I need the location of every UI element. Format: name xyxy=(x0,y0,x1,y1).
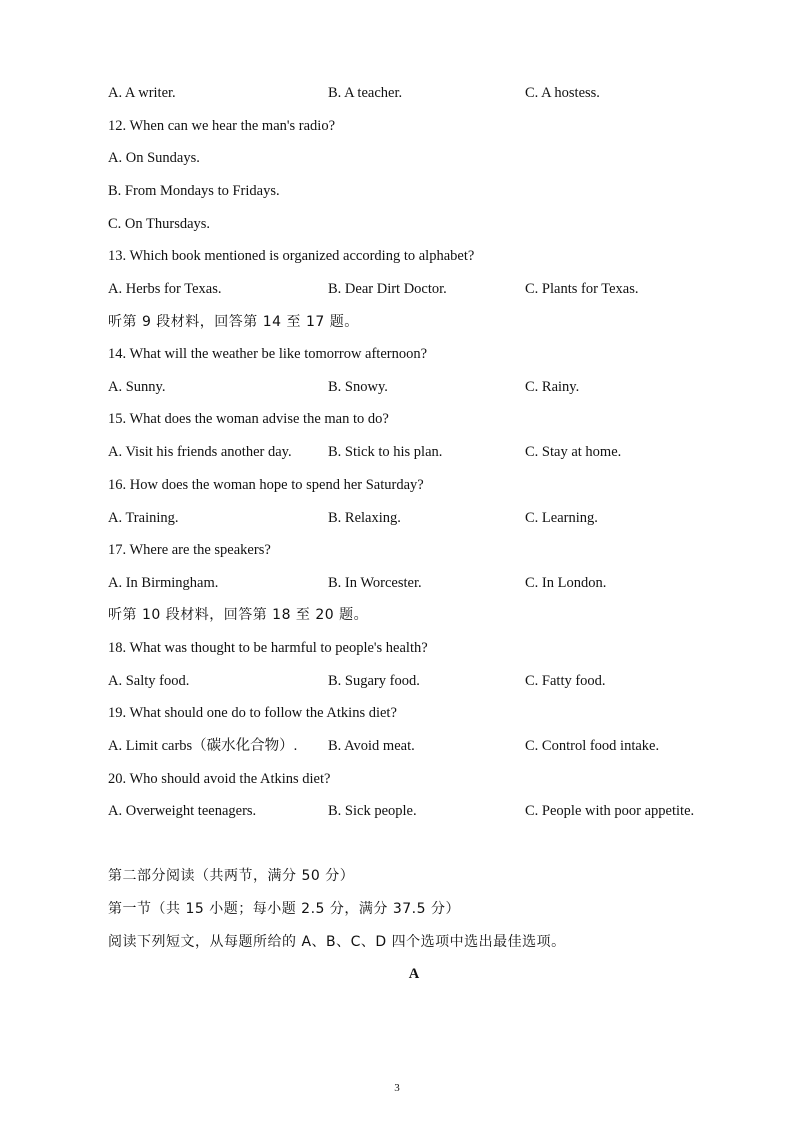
q16-option-a: A. Training. xyxy=(108,510,179,526)
q19-option-b: B. Avoid meat. xyxy=(328,738,415,754)
q11-option-a: A. A writer. xyxy=(108,85,176,101)
q19-option-c: C. Control food intake. xyxy=(525,738,660,754)
q14-stem: 14. What will the weather be like tomorrow afternoon? xyxy=(108,346,428,362)
q19-stem: 19. What should one do to follow the Atkins diet? xyxy=(108,705,397,721)
q13-option-b: B. Dear Dirt Doctor. xyxy=(328,281,447,297)
passage-letter: A xyxy=(408,966,420,982)
q12-option-b: B. From Mondays to Fridays. xyxy=(108,183,280,199)
q16-option-b: B. Relaxing. xyxy=(328,510,401,526)
q19-option-a: A. Limit carbs（碳水化合物）. xyxy=(108,738,298,754)
q16-option-c: C. Learning. xyxy=(525,510,598,526)
reading-instruction: 阅读下列短文，从每题所给的 A、B、C、D 四个选项中选出最佳选项。 xyxy=(108,934,566,950)
q17-option-c: C. In London. xyxy=(525,575,607,591)
section-1-heading: 第一节（共 15 小题；每小题 2.5 分，满分 37.5 分） xyxy=(108,901,460,917)
q12-option-a: A. On Sundays. xyxy=(108,150,200,166)
q20-option-b: B. Sick people. xyxy=(328,803,417,819)
q20-stem: 20. Who should avoid the Atkins diet? xyxy=(108,771,331,787)
q14-option-a: A. Sunny. xyxy=(108,379,166,395)
q20-option-c: C. People with poor appetite. xyxy=(525,803,695,819)
q14-option-c: C. Rainy. xyxy=(525,379,580,395)
q15-option-b: B. Stick to his plan. xyxy=(328,444,443,460)
section-9-instruction: 听第 9 段材料，回答第 14 至 17 题。 xyxy=(108,314,359,330)
part-2-heading: 第二部分阅读（共两节，满分 50 分） xyxy=(108,868,355,884)
q12-stem: 12. When can we hear the man's radio? xyxy=(108,118,336,134)
q18-option-a: A. Salty food. xyxy=(108,673,190,689)
q17-option-a: A. In Birmingham. xyxy=(108,575,219,591)
q15-option-c: C. Stay at home. xyxy=(525,444,622,460)
q18-option-b: B. Sugary food. xyxy=(328,673,420,689)
q13-option-a: A. Herbs for Texas. xyxy=(108,281,222,297)
q13-stem: 13. Which book mentioned is organized according to alphabet? xyxy=(108,248,475,264)
q15-stem: 15. What does the woman advise the man to do? xyxy=(108,411,389,427)
q11-option-b: B. A teacher. xyxy=(328,85,403,101)
q16-stem: 16. How does the woman hope to spend her Saturday? xyxy=(108,477,424,493)
section-10-instruction: 听第 10 段材料，回答第 18 至 20 题。 xyxy=(108,607,369,623)
page-number: 3 xyxy=(394,1082,400,1094)
q11-option-c: C. A hostess. xyxy=(525,85,600,101)
q20-option-a: A. Overweight teenagers. xyxy=(108,803,257,819)
q18-stem: 18. What was thought to be harmful to people's health? xyxy=(108,640,428,656)
q18-option-c: C. Fatty food. xyxy=(525,673,606,689)
q17-stem: 17. Where are the speakers? xyxy=(108,542,271,558)
q15-option-a: A. Visit his friends another day. xyxy=(108,444,292,460)
q12-option-c: C. On Thursdays. xyxy=(108,216,211,232)
q17-option-b: B. In Worcester. xyxy=(328,575,422,591)
q14-option-b: B. Snowy. xyxy=(328,379,388,395)
q13-option-c: C. Plants for Texas. xyxy=(525,281,639,297)
